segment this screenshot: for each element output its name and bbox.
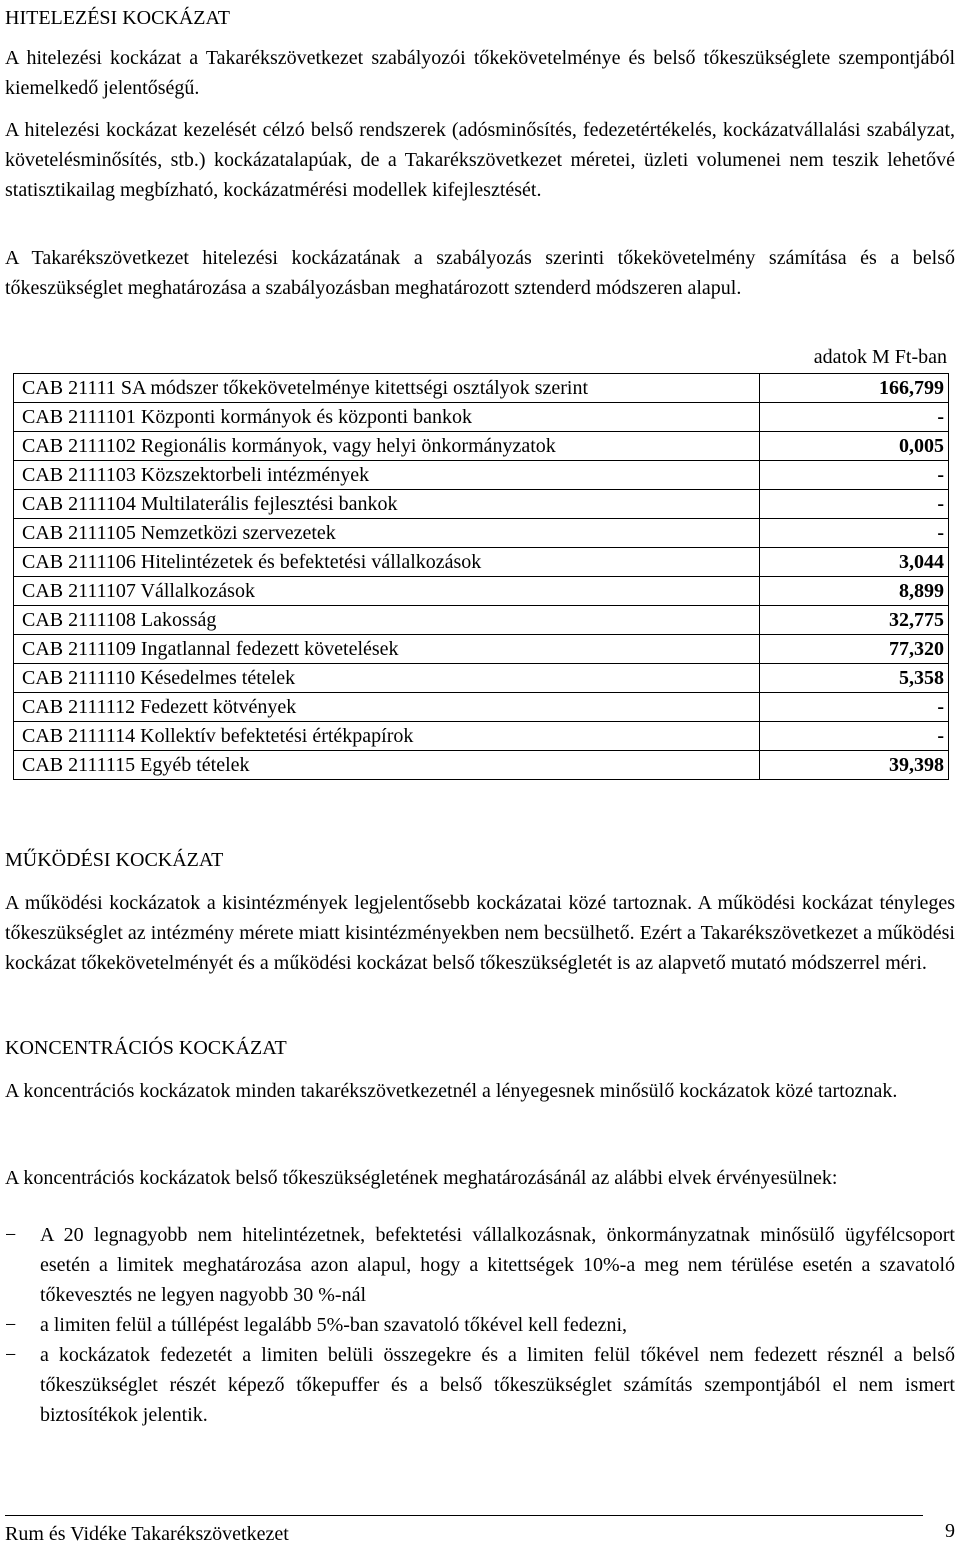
row-value: - bbox=[760, 403, 949, 432]
section-title-operational-risk: MŰKÖDÉSI KOCKÁZAT bbox=[5, 849, 224, 871]
row-label: CAB 21111 SA módszer tőkekövetelménye kitettségi osztályok szerint bbox=[14, 374, 760, 403]
table-row bbox=[14, 751, 949, 780]
row-label: CAB 2111104 Multilaterális fejlesztési bankok bbox=[14, 490, 760, 519]
row-value: 32,775 bbox=[760, 606, 949, 635]
dash-bullet-icon: − bbox=[5, 1344, 17, 1366]
table-row bbox=[14, 374, 949, 403]
principles-list bbox=[5, 1220, 955, 1430]
row-value: 0,005 bbox=[760, 432, 949, 461]
table-row bbox=[14, 693, 949, 722]
paragraph: A hitelezési kockázat a Takarékszövetkezet szabályozói tőkekövetelménye és belső tőkeszükséglete szempontjából kiemelkedő jelentőségű. bbox=[5, 47, 955, 99]
row-value: 8,899 bbox=[760, 577, 949, 606]
row-value: 39,398 bbox=[760, 751, 949, 780]
table-row bbox=[14, 577, 949, 606]
table-row bbox=[14, 432, 949, 461]
table-row bbox=[14, 490, 949, 519]
row-value: 166,799 bbox=[760, 374, 949, 403]
list-item: − A 20 legnagyobb nem hitelintézetnek, befektetési vállalkozásnak, önkormányzatnak minősülő ügyfélcsoport esetén a limitek meghatározása azon alapul, hogy a kitettségek 10%-a meg nem térülése esetén a szavatoló tőkevesztés ne legyen nagyobb 30 %-nál bbox=[5, 1220, 955, 1310]
row-value: - bbox=[760, 461, 949, 490]
dash-bullet-icon: − bbox=[5, 1224, 17, 1246]
paragraph: A működési kockázatok a kisintézmények legjelentősebb kockázatai közé tartoznak. A működési kockázat tényleges tőkeszükséglet az intézmény mérete miatt kisintézményekben nem becsülhető. Ezért a Takarékszövetkezet a működési kockázat tőkekövetelményét és a működési kockázat belső tőkeszükségletét is az alapvető mutató módszerrel méri. bbox=[5, 892, 955, 974]
table-unit-note: adatok M Ft-ban bbox=[813, 346, 947, 368]
table-row bbox=[14, 635, 949, 664]
paragraph: A Takarékszövetkezet hitelezési kockázatának a szabályozás szerinti tőkekövetelmény számítása és a belső tőkeszükséglet meghatározása a szabályozásban meghatározott sztenderd módszeren alapul. bbox=[5, 247, 955, 299]
row-label: CAB 2111106 Hitelintézetek és befektetési vállalkozások bbox=[14, 548, 760, 577]
row-label: CAB 2111105 Nemzetközi szervezetek bbox=[14, 519, 760, 548]
row-value: - bbox=[760, 722, 949, 751]
paragraph: A koncentrációs kockázatok belső tőkeszükségletének meghatározásánál az alábbi elvek érvényesülnek: bbox=[5, 1167, 838, 1189]
row-value: 5,358 bbox=[760, 664, 949, 693]
table-row bbox=[14, 722, 949, 751]
list-item: − a limiten felül a túllépést legalább 5%-ban szavatoló tőkével kell fedezni, bbox=[5, 1310, 955, 1340]
row-value: 3,044 bbox=[760, 548, 949, 577]
table-row bbox=[14, 461, 949, 490]
paragraph: A hitelezési kockázat kezelését célzó belső rendszerek (adósminősítés, fedezetértékelés, kockázatvállalási szabályzat, követelésminősítés, stb.) kockázatalapúak, de a Takarékszövetkezet méretei, üzleti volumenei nem teszik lehetővé statisztikailag megbízható, kockázatmérési modellek kifejlesztését. bbox=[5, 119, 955, 201]
page-number: 9 bbox=[945, 1520, 955, 1542]
row-label: CAB 2111110 Késedelmes tételek bbox=[14, 664, 760, 693]
table-row bbox=[14, 403, 949, 432]
row-label: CAB 2111115 Egyéb tételek bbox=[14, 751, 760, 780]
table-row bbox=[14, 519, 949, 548]
list-item: − a kockázatok fedezetét a limiten belüli összegekre és a limiten felül tőkével nem fedezett résznél a belső tőkeszükséglet részét képező tőkepuffer és a belső tőkeszükséglet számítás szempontjából el nem ismert biztosítékok jelentik. bbox=[5, 1340, 955, 1430]
row-label: CAB 2111101 Központi kormányok és központi bankok bbox=[14, 403, 760, 432]
row-label: CAB 2111103 Közszektorbeli intézmények bbox=[14, 461, 760, 490]
row-value: - bbox=[760, 693, 949, 722]
footer-organization: Rum és Vidéke Takarékszövetkezet bbox=[5, 1523, 289, 1545]
row-label: CAB 2111108 Lakosság bbox=[14, 606, 760, 635]
table-row bbox=[14, 606, 949, 635]
section-title-concentration-risk: KONCENTRÁCIÓS KOCKÁZAT bbox=[5, 1037, 287, 1059]
row-label: CAB 2111107 Vállalkozások bbox=[14, 577, 760, 606]
row-value: 77,320 bbox=[760, 635, 949, 664]
row-label: CAB 2111102 Regionális kormányok, vagy helyi önkormányzatok bbox=[14, 432, 760, 461]
row-label: CAB 2111109 Ingatlannal fedezett követelések bbox=[14, 635, 760, 664]
row-label: CAB 2111112 Fedezett kötvények bbox=[14, 693, 760, 722]
table-row bbox=[14, 548, 949, 577]
capital-requirement-table bbox=[13, 373, 949, 780]
paragraph: A koncentrációs kockázatok minden takarékszövetkezetnél a lényegesnek minősülő kockázatok közé tartoznak. bbox=[5, 1080, 898, 1102]
row-value: - bbox=[760, 519, 949, 548]
row-label: CAB 2111114 Kollektív befektetési értékpapírok bbox=[14, 722, 760, 751]
dash-bullet-icon: − bbox=[5, 1314, 17, 1336]
footer-divider bbox=[5, 1515, 923, 1516]
table-row bbox=[14, 664, 949, 693]
row-value: - bbox=[760, 490, 949, 519]
section-title-credit-risk: HITELEZÉSI KOCKÁZAT bbox=[5, 7, 230, 29]
